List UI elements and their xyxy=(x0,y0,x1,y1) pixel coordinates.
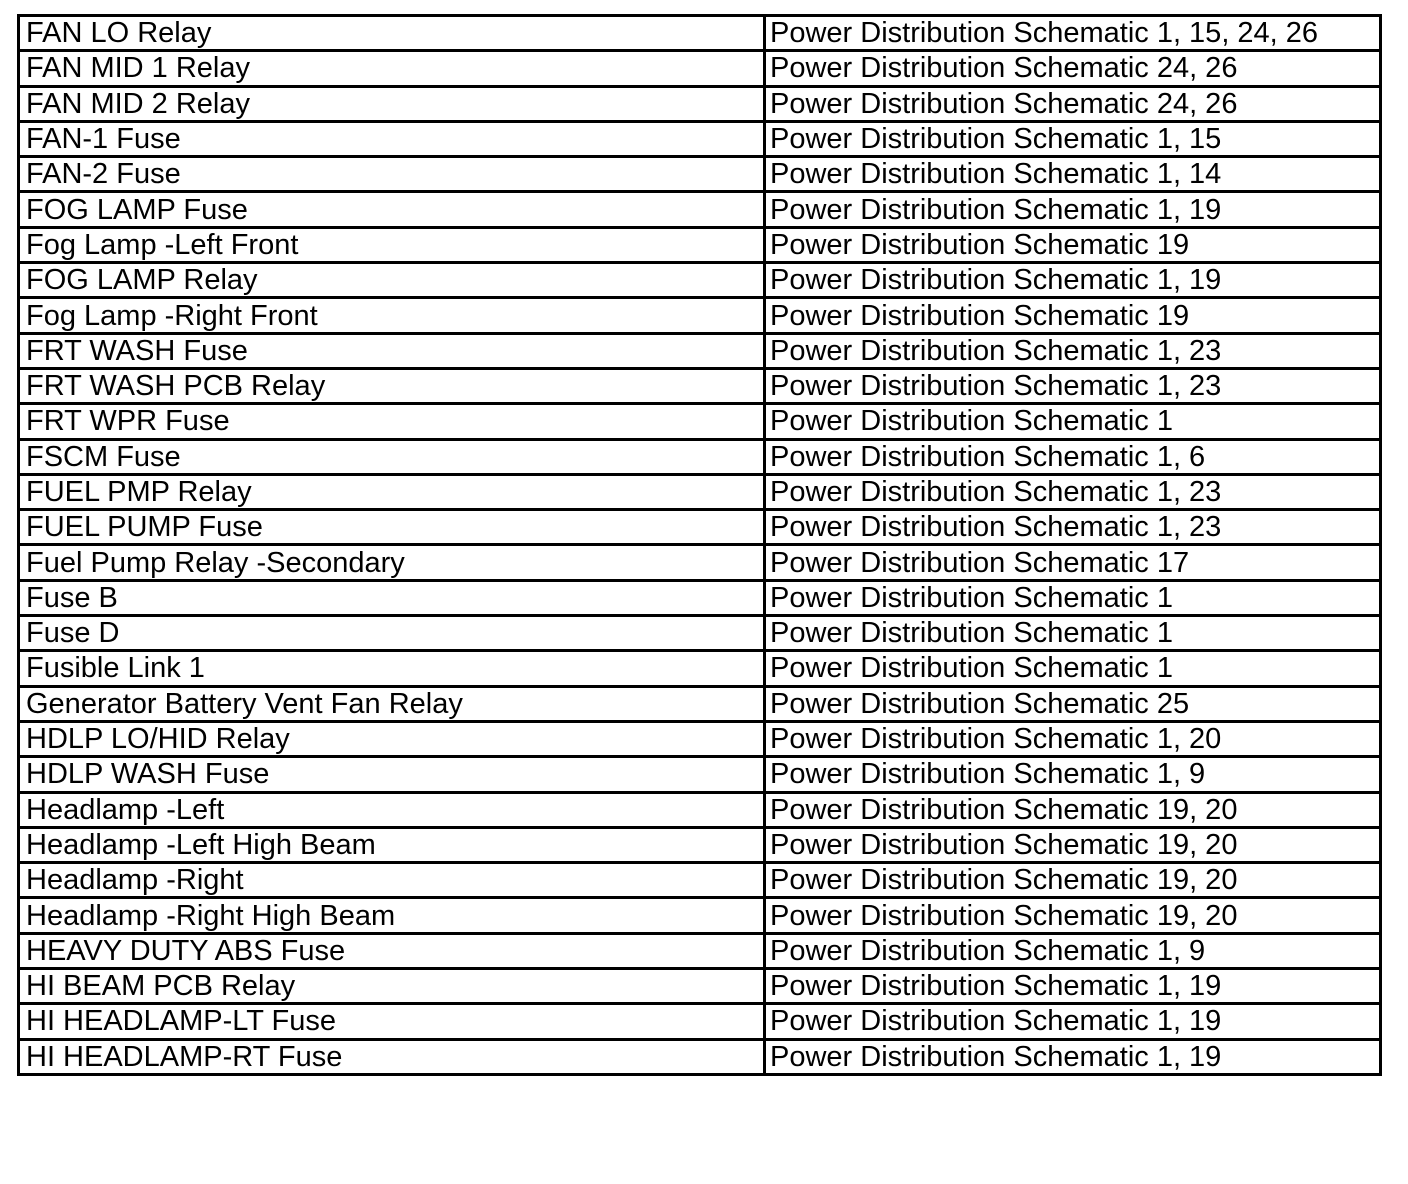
schematic-reference-cell: Power Distribution Schematic 24, 26 xyxy=(765,86,1381,121)
table-row xyxy=(19,510,1381,545)
schematic-reference-cell: Power Distribution Schematic 1, 23 xyxy=(765,368,1381,403)
table-row xyxy=(19,545,1381,580)
table-row xyxy=(19,404,1381,439)
schematic-reference-cell: Power Distribution Schematic 1, 15 xyxy=(765,121,1381,156)
table-row xyxy=(19,298,1381,333)
component-index-table xyxy=(17,14,1382,1076)
schematic-reference-cell: Power Distribution Schematic 1, 14 xyxy=(765,157,1381,192)
schematic-reference-cell: Power Distribution Schematic 19, 20 xyxy=(765,827,1381,862)
schematic-reference-cell: Power Distribution Schematic 1, 23 xyxy=(765,474,1381,509)
table-row xyxy=(19,368,1381,403)
component-name-cell: HEAVY DUTY ABS Fuse xyxy=(19,933,765,968)
schematic-reference-cell: Power Distribution Schematic 1, 23 xyxy=(765,510,1381,545)
table-row xyxy=(19,792,1381,827)
component-name-cell: FOG LAMP Relay xyxy=(19,263,765,298)
component-name-cell: HDLP WASH Fuse xyxy=(19,757,765,792)
table-row xyxy=(19,157,1381,192)
component-name-cell: Fuse D xyxy=(19,616,765,651)
schematic-reference-cell: Power Distribution Schematic 1 xyxy=(765,651,1381,686)
table-row xyxy=(19,757,1381,792)
component-name-cell: HI HEADLAMP-RT Fuse xyxy=(19,1039,765,1074)
table-row xyxy=(19,333,1381,368)
component-name-cell: Fog Lamp -Right Front xyxy=(19,298,765,333)
component-name-cell: FUEL PMP Relay xyxy=(19,474,765,509)
component-name-cell: HDLP LO/HID Relay xyxy=(19,721,765,756)
schematic-reference-cell: Power Distribution Schematic 19, 20 xyxy=(765,863,1381,898)
schematic-reference-cell: Power Distribution Schematic 19, 20 xyxy=(765,792,1381,827)
schematic-reference-cell: Power Distribution Schematic 24, 26 xyxy=(765,51,1381,86)
schematic-reference-cell: Power Distribution Schematic 17 xyxy=(765,545,1381,580)
component-name-cell: Fusible Link 1 xyxy=(19,651,765,686)
component-name-cell: HI HEADLAMP-LT Fuse xyxy=(19,1004,765,1039)
schematic-reference-cell: Power Distribution Schematic 1, 6 xyxy=(765,439,1381,474)
table-row xyxy=(19,16,1381,51)
table-row xyxy=(19,1039,1381,1074)
schematic-reference-cell: Power Distribution Schematic 1 xyxy=(765,404,1381,439)
component-name-cell: FUEL PUMP Fuse xyxy=(19,510,765,545)
component-name-cell: FAN MID 2 Relay xyxy=(19,86,765,121)
schematic-reference-cell: Power Distribution Schematic 1 xyxy=(765,616,1381,651)
table-body xyxy=(19,16,1381,1075)
component-name-cell: FAN MID 1 Relay xyxy=(19,51,765,86)
table-row xyxy=(19,863,1381,898)
component-name-cell: FAN LO Relay xyxy=(19,16,765,51)
schematic-reference-cell: Power Distribution Schematic 19 xyxy=(765,227,1381,262)
schematic-reference-cell: Power Distribution Schematic 1, 19 xyxy=(765,1004,1381,1039)
table-row xyxy=(19,969,1381,1004)
component-name-cell: Headlamp -Left xyxy=(19,792,765,827)
schematic-reference-cell: Power Distribution Schematic 1, 19 xyxy=(765,1039,1381,1074)
table-row xyxy=(19,580,1381,615)
component-name-cell: Headlamp -Right High Beam xyxy=(19,898,765,933)
schematic-reference-cell: Power Distribution Schematic 19 xyxy=(765,298,1381,333)
component-name-cell: FSCM Fuse xyxy=(19,439,765,474)
table-row xyxy=(19,192,1381,227)
schematic-reference-cell: Power Distribution Schematic 19, 20 xyxy=(765,898,1381,933)
table-row xyxy=(19,474,1381,509)
component-name-cell: FRT WASH Fuse xyxy=(19,333,765,368)
table-row xyxy=(19,263,1381,298)
schematic-reference-cell: Power Distribution Schematic 1, 23 xyxy=(765,333,1381,368)
table-row xyxy=(19,616,1381,651)
schematic-reference-cell: Power Distribution Schematic 1, 19 xyxy=(765,263,1381,298)
table-row xyxy=(19,86,1381,121)
component-name-cell: FOG LAMP Fuse xyxy=(19,192,765,227)
component-name-cell: Fuse B xyxy=(19,580,765,615)
table-row xyxy=(19,51,1381,86)
component-name-cell: Generator Battery Vent Fan Relay xyxy=(19,686,765,721)
component-name-cell: FRT WASH PCB Relay xyxy=(19,368,765,403)
component-name-cell: FAN-1 Fuse xyxy=(19,121,765,156)
table-row xyxy=(19,1004,1381,1039)
table-row xyxy=(19,439,1381,474)
component-name-cell: Fuel Pump Relay -Secondary xyxy=(19,545,765,580)
component-name-cell: HI BEAM PCB Relay xyxy=(19,969,765,1004)
table-row xyxy=(19,227,1381,262)
component-name-cell: Fog Lamp -Left Front xyxy=(19,227,765,262)
table-row xyxy=(19,933,1381,968)
component-name-cell: FRT WPR Fuse xyxy=(19,404,765,439)
schematic-reference-cell: Power Distribution Schematic 1, 9 xyxy=(765,757,1381,792)
schematic-reference-cell: Power Distribution Schematic 1, 19 xyxy=(765,969,1381,1004)
table-row xyxy=(19,898,1381,933)
schematic-reference-cell: Power Distribution Schematic 1, 19 xyxy=(765,192,1381,227)
schematic-reference-cell: Power Distribution Schematic 1, 9 xyxy=(765,933,1381,968)
schematic-reference-cell: Power Distribution Schematic 1, 20 xyxy=(765,721,1381,756)
schematic-reference-cell: Power Distribution Schematic 1 xyxy=(765,580,1381,615)
table-row xyxy=(19,651,1381,686)
table-row xyxy=(19,686,1381,721)
schematic-reference-cell: Power Distribution Schematic 25 xyxy=(765,686,1381,721)
table-row xyxy=(19,721,1381,756)
component-name-cell: Headlamp -Left High Beam xyxy=(19,827,765,862)
schematic-reference-cell: Power Distribution Schematic 1, 15, 24, 26 xyxy=(765,16,1381,51)
table-row xyxy=(19,121,1381,156)
component-name-cell: Headlamp -Right xyxy=(19,863,765,898)
component-name-cell: FAN-2 Fuse xyxy=(19,157,765,192)
table-row xyxy=(19,827,1381,862)
